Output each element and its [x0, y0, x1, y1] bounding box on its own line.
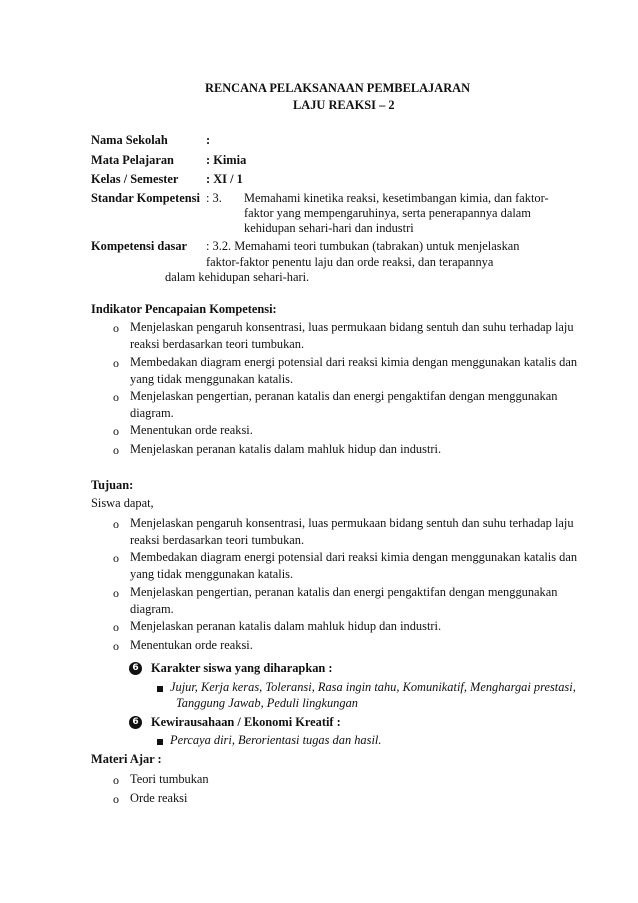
list-bullet: o: [113, 321, 119, 335]
tujuan-item: Membedakan diagram energi potensial dari reaksi kimia dengan menggunakan katalis dan yang tidak menggunakan katalis.: [130, 550, 578, 581]
kompetensi-dasar-line-2: faktor-faktor penentu laju dan orde reaksi, dan terapannya: [206, 255, 494, 269]
kompetensi-dasar-line-3: dalam kehidupan sehari-hari.: [165, 270, 310, 284]
list-bullet: o: [113, 356, 119, 370]
mata-pelajaran-label: Mata Pelajaran: [91, 153, 174, 167]
list-bullet: o: [113, 792, 119, 806]
tujuan-item: Menjelaskan pengertian, peranan katalis dan energi pengaktifan dengan menggunakan diagram.: [130, 585, 558, 616]
indikator-heading: Indikator Pencapaian Kompetensi:: [91, 302, 277, 316]
tujuan-item: Menentukan orde reaksi.: [130, 638, 253, 652]
document-subtitle: LAJU REAKSI – 2: [293, 98, 395, 112]
tujuan-heading: Tujuan:: [91, 478, 134, 492]
numbered-circle-icon: 6: [129, 662, 142, 675]
tujuan-intro: Siswa dapat,: [91, 496, 154, 510]
kewirausahaan-heading: Kewirausahaan / Ekonomi Kreatif :: [151, 715, 341, 729]
indikator-item: Membedakan diagram energi potensial dari reaksi kimia dengan menggunakan katalis dan yang tidak menggunakan katalis.: [130, 355, 578, 386]
kelas-semester-value: : XI / 1: [206, 172, 243, 186]
standar-kompetensi-line-2: faktor yang mempengaruhinya, serta penerapannya dalam: [244, 206, 531, 220]
list-bullet: o: [113, 620, 119, 634]
list-bullet: o: [113, 390, 119, 404]
list-bullet: o: [113, 639, 119, 653]
kelas-semester-label: Kelas / Semester: [91, 172, 179, 186]
tujuan-item: Menjelaskan pengaruh konsentrasi, luas permukaan bidang sentuh dan suhu terhadap laju reaksi berdasarkan teori tumbukan.: [130, 516, 574, 547]
standar-kompetensi-number: : 3.: [206, 191, 222, 205]
indikator-item: Menjelaskan pengertian, peranan katalis dan energi pengaktifan dengan menggunakan diagram.: [130, 389, 558, 420]
materi-item: Orde reaksi: [130, 791, 188, 805]
kompetensi-dasar-label: Kompetensi dasar: [91, 239, 188, 253]
square-bullet-icon: [157, 739, 163, 745]
kompetensi-dasar-line-1: : 3.2. Memahami teori tumbukan (tabrakan) untuk menjelaskan: [206, 239, 520, 253]
standar-kompetensi-line-3: kehidupan sehari-hari dan industri: [244, 221, 414, 235]
nama-sekolah-label: Nama Sekolah: [91, 133, 168, 147]
mata-pelajaran-value: : Kimia: [206, 153, 247, 167]
nama-sekolah-colon: :: [206, 133, 211, 147]
materi-item: Teori tumbukan: [130, 772, 209, 786]
standar-kompetensi-label: Standar Kompetensi: [91, 191, 200, 205]
numbered-circle-icon: 6: [129, 716, 142, 729]
list-bullet: o: [113, 424, 119, 438]
kewirausahaan-line-1: Percaya diri, Berorientasi tugas dan hasil.: [170, 733, 382, 747]
list-bullet: o: [113, 443, 119, 457]
list-bullet: o: [113, 586, 119, 600]
tujuan-item: Menjelaskan peranan katalis dalam mahluk hidup dan industri.: [130, 619, 442, 633]
square-bullet-icon: [157, 686, 163, 692]
document-title: RENCANA PELAKSANAAN PEMBELAJARAN: [205, 81, 471, 95]
standar-kompetensi-line-1: Memahami kinetika reaksi, kesetimbangan kimia, dan faktor-: [244, 191, 549, 205]
list-bullet: o: [113, 551, 119, 565]
materi-ajar-heading: Materi Ajar :: [91, 752, 162, 766]
indikator-item: Menjelaskan pengaruh konsentrasi, luas permukaan bidang sentuh dan suhu terhadap laju reaksi berdasarkan teori tumbukan.: [130, 320, 574, 351]
list-bullet: o: [113, 773, 119, 787]
list-bullet: o: [113, 517, 119, 531]
indikator-item: Menjelaskan peranan katalis dalam mahluk hidup dan industri.: [130, 442, 442, 456]
indikator-item: Menentukan orde reaksi.: [130, 423, 253, 437]
karakter-heading: Karakter siswa yang diharapkan :: [151, 661, 333, 675]
karakter-line-2: Tanggung Jawab, Peduli lingkungan: [176, 696, 358, 710]
karakter-line-1: Jujur, Kerja keras, Toleransi, Rasa ingin tahu, Komunikatif, Menghargai prestasi,: [170, 680, 576, 694]
